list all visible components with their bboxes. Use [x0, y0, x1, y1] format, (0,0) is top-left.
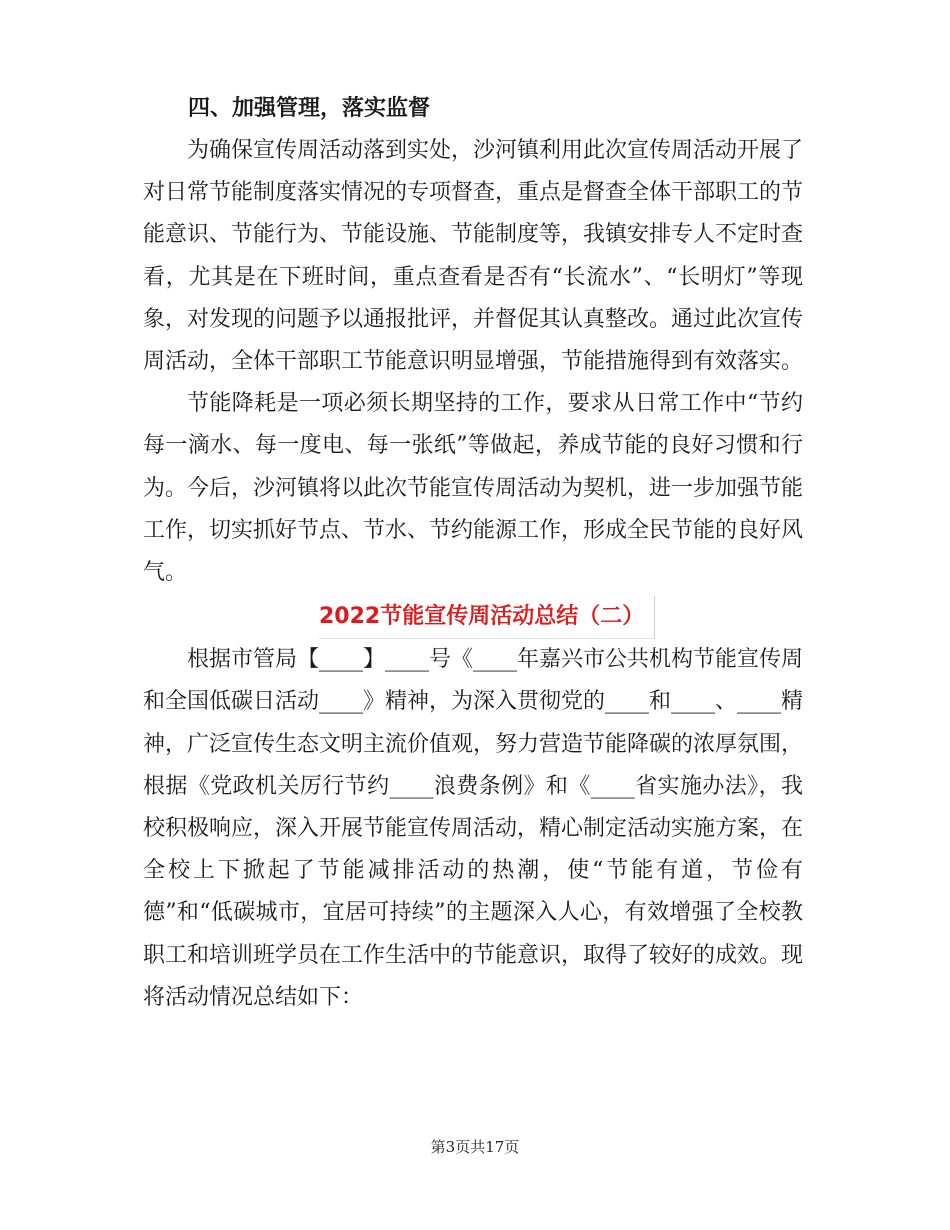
document-body — [143, 88, 803, 1019]
paragraph: 节能降耗是一项必须长期坚持的工作，要求从日常工作中“节约每一滴水、每一度电、每一张纸”等做起，养成节能的良好习惯和行为。今后，沙河镇将以此次节能宣传周活动为契机，进一步加强节能工作，切实抓好节点、节水、节约能源工作，形成全民节能的良好风气。 — [143, 391, 804, 586]
paragraph: 根据市管局【____】____号《____年嘉兴市公共机构节能宣传周和全国低碳日活动____》精神，为深入贯彻党的____和____、____精神，广泛宣传生态文明主流价值观，努力营造节能降碳的浓厚氛围，根据《党政机关厉行节约____浪费条例》和《____省实施办法》，我校积极响应，深入开展节能宣传周活动，精心制定活动实施方案，在全校上下掀起了节能减排活动的热潮，使“节能有道，节俭有德”和“低碳城市，宜居可持续”的主题深入人心，有效增强了全校教职工和培训班学员在工作生活中的节能意识，取得了较好的成效。现将活动情况总结如下： — [143, 647, 804, 1010]
paragraph: 为确保宣传周活动落到实处，沙河镇利用此次宣传周活动开展了对日常节能制度落实情况的专项督查，重点是督查全体干部职工的节能意识、节能行为、节能设施、节能制度等，我镇安排专人不定时查看，尤其是在下班时间，重点查看是否有“长流水”、“长明灯”等现象，对发现的问题予以通报批评，并督促其认真整改。通过此次宣传周活动，全体干部职工节能意识明显增强，节能措施得到有效落实。 — [143, 138, 804, 375]
document-title: 2022节能宣传周活动总结（二） — [319, 596, 655, 639]
page-number: 第3页共17页 — [430, 1138, 520, 1156]
section-heading: 四、加强管理，落实监督 — [188, 96, 431, 121]
